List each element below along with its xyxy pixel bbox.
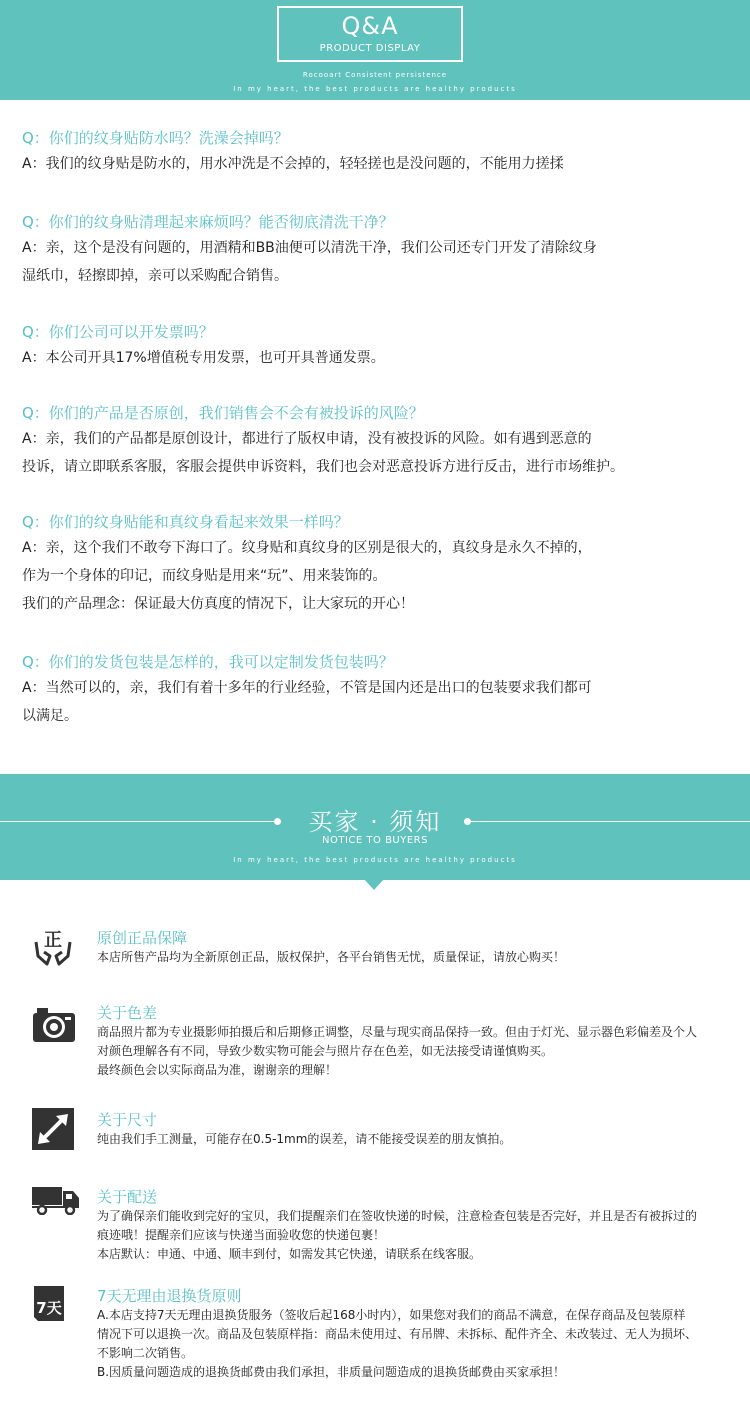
notice-item	[97, 1110, 727, 1149]
notice-item-title: 原创正品保障	[97, 929, 188, 947]
answer-line: A：亲，我们的产品都是原创设计，都进行了版权申请，没有被投诉的风险。如有遇到恶意的	[22, 431, 592, 447]
answer-line: A：我们的纹身贴是防水的，用水冲洗是不会掉的，轻轻搓也是没问题的，不能用力搓揉	[22, 156, 564, 172]
notice-item	[97, 1003, 727, 1080]
answer-line: A：亲，这个我们不敢夸下海口了。纹身贴和真纹身的区别是很大的，真纹身是永久不掉的，	[22, 540, 592, 556]
notice-item	[97, 1286, 727, 1382]
question: Q：你们的纹身贴清理起来麻烦吗？能否彻底清洗干净？	[22, 213, 394, 231]
notice-line: 纯由我们手工测量，可能存在0.5-1mm的误差，请不能接受误差的朋友慎拍。	[97, 1132, 512, 1146]
notice-subtitle: NOTICE TO BUYERS	[322, 835, 428, 846]
qa-banner	[0, 0, 750, 100]
notice-tagline: In my heart, the best products are healthy products	[233, 856, 517, 864]
answer-line: A：本公司开具17%增值税专用发票，也可开具普通发票。	[22, 350, 385, 366]
qa-tagline-1: Rocooart Consistent persistence	[302, 71, 448, 79]
genuine-hands-icon	[32, 926, 74, 972]
question: Q：你们的纹身贴能和真纹身看起来效果一样吗？	[22, 513, 349, 531]
banner-pointer	[364, 879, 384, 890]
answer	[22, 425, 732, 481]
answer-line: 投诉，请立即联系客服，客服会提供申诉资料，我们也会对恶意投诉方进行反击，进行市场维护。	[22, 459, 624, 475]
question: Q：你们的纹身贴防水吗？洗澡会掉吗？	[22, 129, 289, 147]
qa-title: Q&A	[341, 12, 399, 40]
answer-line: 湿纸巾，轻擦即掉，亲可以采购配合销售。	[22, 268, 288, 284]
notice-line: 不影响二次销售。	[97, 1346, 194, 1360]
qa-item	[22, 403, 732, 481]
notice-banner	[0, 774, 750, 880]
notice-line: 本店所售产品均为全新原创正品，版权保护，各平台销售无忧，质量保证，请放心购买！	[97, 950, 566, 964]
notice-line: 最终颜色会以实际商品为准，谢谢亲的理解！	[97, 1063, 338, 1077]
notice-item-title: 关于色差	[97, 1004, 158, 1022]
notice-line: 商品照片都为专业摄影师拍摄后和后期修正调整，尽量与现实商品保持一致。但由于灯光、显示器色彩偏差及个人	[97, 1025, 698, 1039]
answer	[22, 234, 732, 290]
notice-line: B.因质量问题造成的退换货邮费由我们承担，非质量问题造成的退换货邮费由买家承担！	[97, 1365, 566, 1379]
question: Q：你们公司可以开发票吗？	[22, 323, 214, 341]
answer	[22, 534, 732, 618]
notice-line: 本店默认：申通、中通、顺丰到付，如需发其它快递，请联系在线客服。	[97, 1247, 482, 1261]
answer-line: 作为一个身体的印记，而纹身贴是用来“玩”、用来装饰的。	[22, 568, 387, 584]
delivery-truck-icon	[32, 1185, 80, 1219]
answer	[22, 674, 732, 730]
notice-item-title: 关于尺寸	[97, 1111, 158, 1129]
answer-line: 我们的产品理念：保证最大仿真度的情况下，让大家玩的开心！	[22, 596, 414, 612]
qa-item	[22, 128, 732, 178]
notice-line: 为了确保亲们能收到完好的宝贝，我们提醒亲们在签收快递的时候，注意检查包装是否完好，并且是否有被拆过的	[97, 1209, 698, 1223]
notice-line: 情况下可以退换一次。商品及包装原样指：商品未使用过、有吊牌、未拆标、配件齐全、未改装过、无人为损坏、	[97, 1327, 698, 1341]
notice-item-title: 7天无理由退换货原则	[97, 1287, 242, 1305]
calendar-icon-glyph: 7天	[36, 1299, 62, 1317]
notice-line: 痕迹哦！提醒亲们应该与快递当面验收您的快递包裹！	[97, 1228, 386, 1242]
answer	[22, 150, 732, 178]
genuine-icon-glyph: 正	[44, 930, 62, 951]
camera-icon	[32, 1006, 76, 1048]
qa-item	[22, 212, 732, 290]
question: Q：你们的产品是否原创，我们销售会不会有被投诉的风险？	[22, 404, 424, 422]
resize-arrow-icon	[32, 1108, 74, 1154]
notice-item	[97, 928, 727, 967]
qa-title-box	[277, 6, 463, 62]
answer-line: A：当然可以的，亲，我们有着十多年的行业经验，不管是国内还是出口的包装要求我们都可	[22, 680, 592, 696]
qa-subtitle: PRODUCT DISPLAY	[319, 43, 421, 54]
answer-line: A：亲，这个是没有问题的，用酒精和BB油便可以清洗干净，我们公司还专门开发了清除纹身	[22, 240, 597, 256]
question: Q：你们的发货包装是怎样的，我可以定制发货包装吗？	[22, 653, 394, 671]
answer	[22, 344, 732, 372]
notice-item	[97, 1187, 727, 1264]
notice-item-title: 关于配送	[97, 1188, 158, 1206]
answer-line: 以满足。	[22, 708, 78, 724]
notice-line: A.本店支持7天无理由退换货服务（签收后起168小时内），如果您对我们的商品不满意，在保存商品及包装原样	[97, 1308, 686, 1322]
qa-item	[22, 512, 732, 618]
notice-title: 买家 · 须知	[308, 808, 442, 836]
seven-day-calendar-icon	[32, 1285, 68, 1329]
notice-line: 对颜色理解各有不同，导致少数实物可能会与照片存在色差，如无法接受请谨慎购买。	[97, 1044, 554, 1058]
qa-item	[22, 322, 732, 372]
qa-item	[22, 652, 732, 730]
qa-tagline-2: In my heart, the best products are healthy products	[233, 85, 517, 93]
